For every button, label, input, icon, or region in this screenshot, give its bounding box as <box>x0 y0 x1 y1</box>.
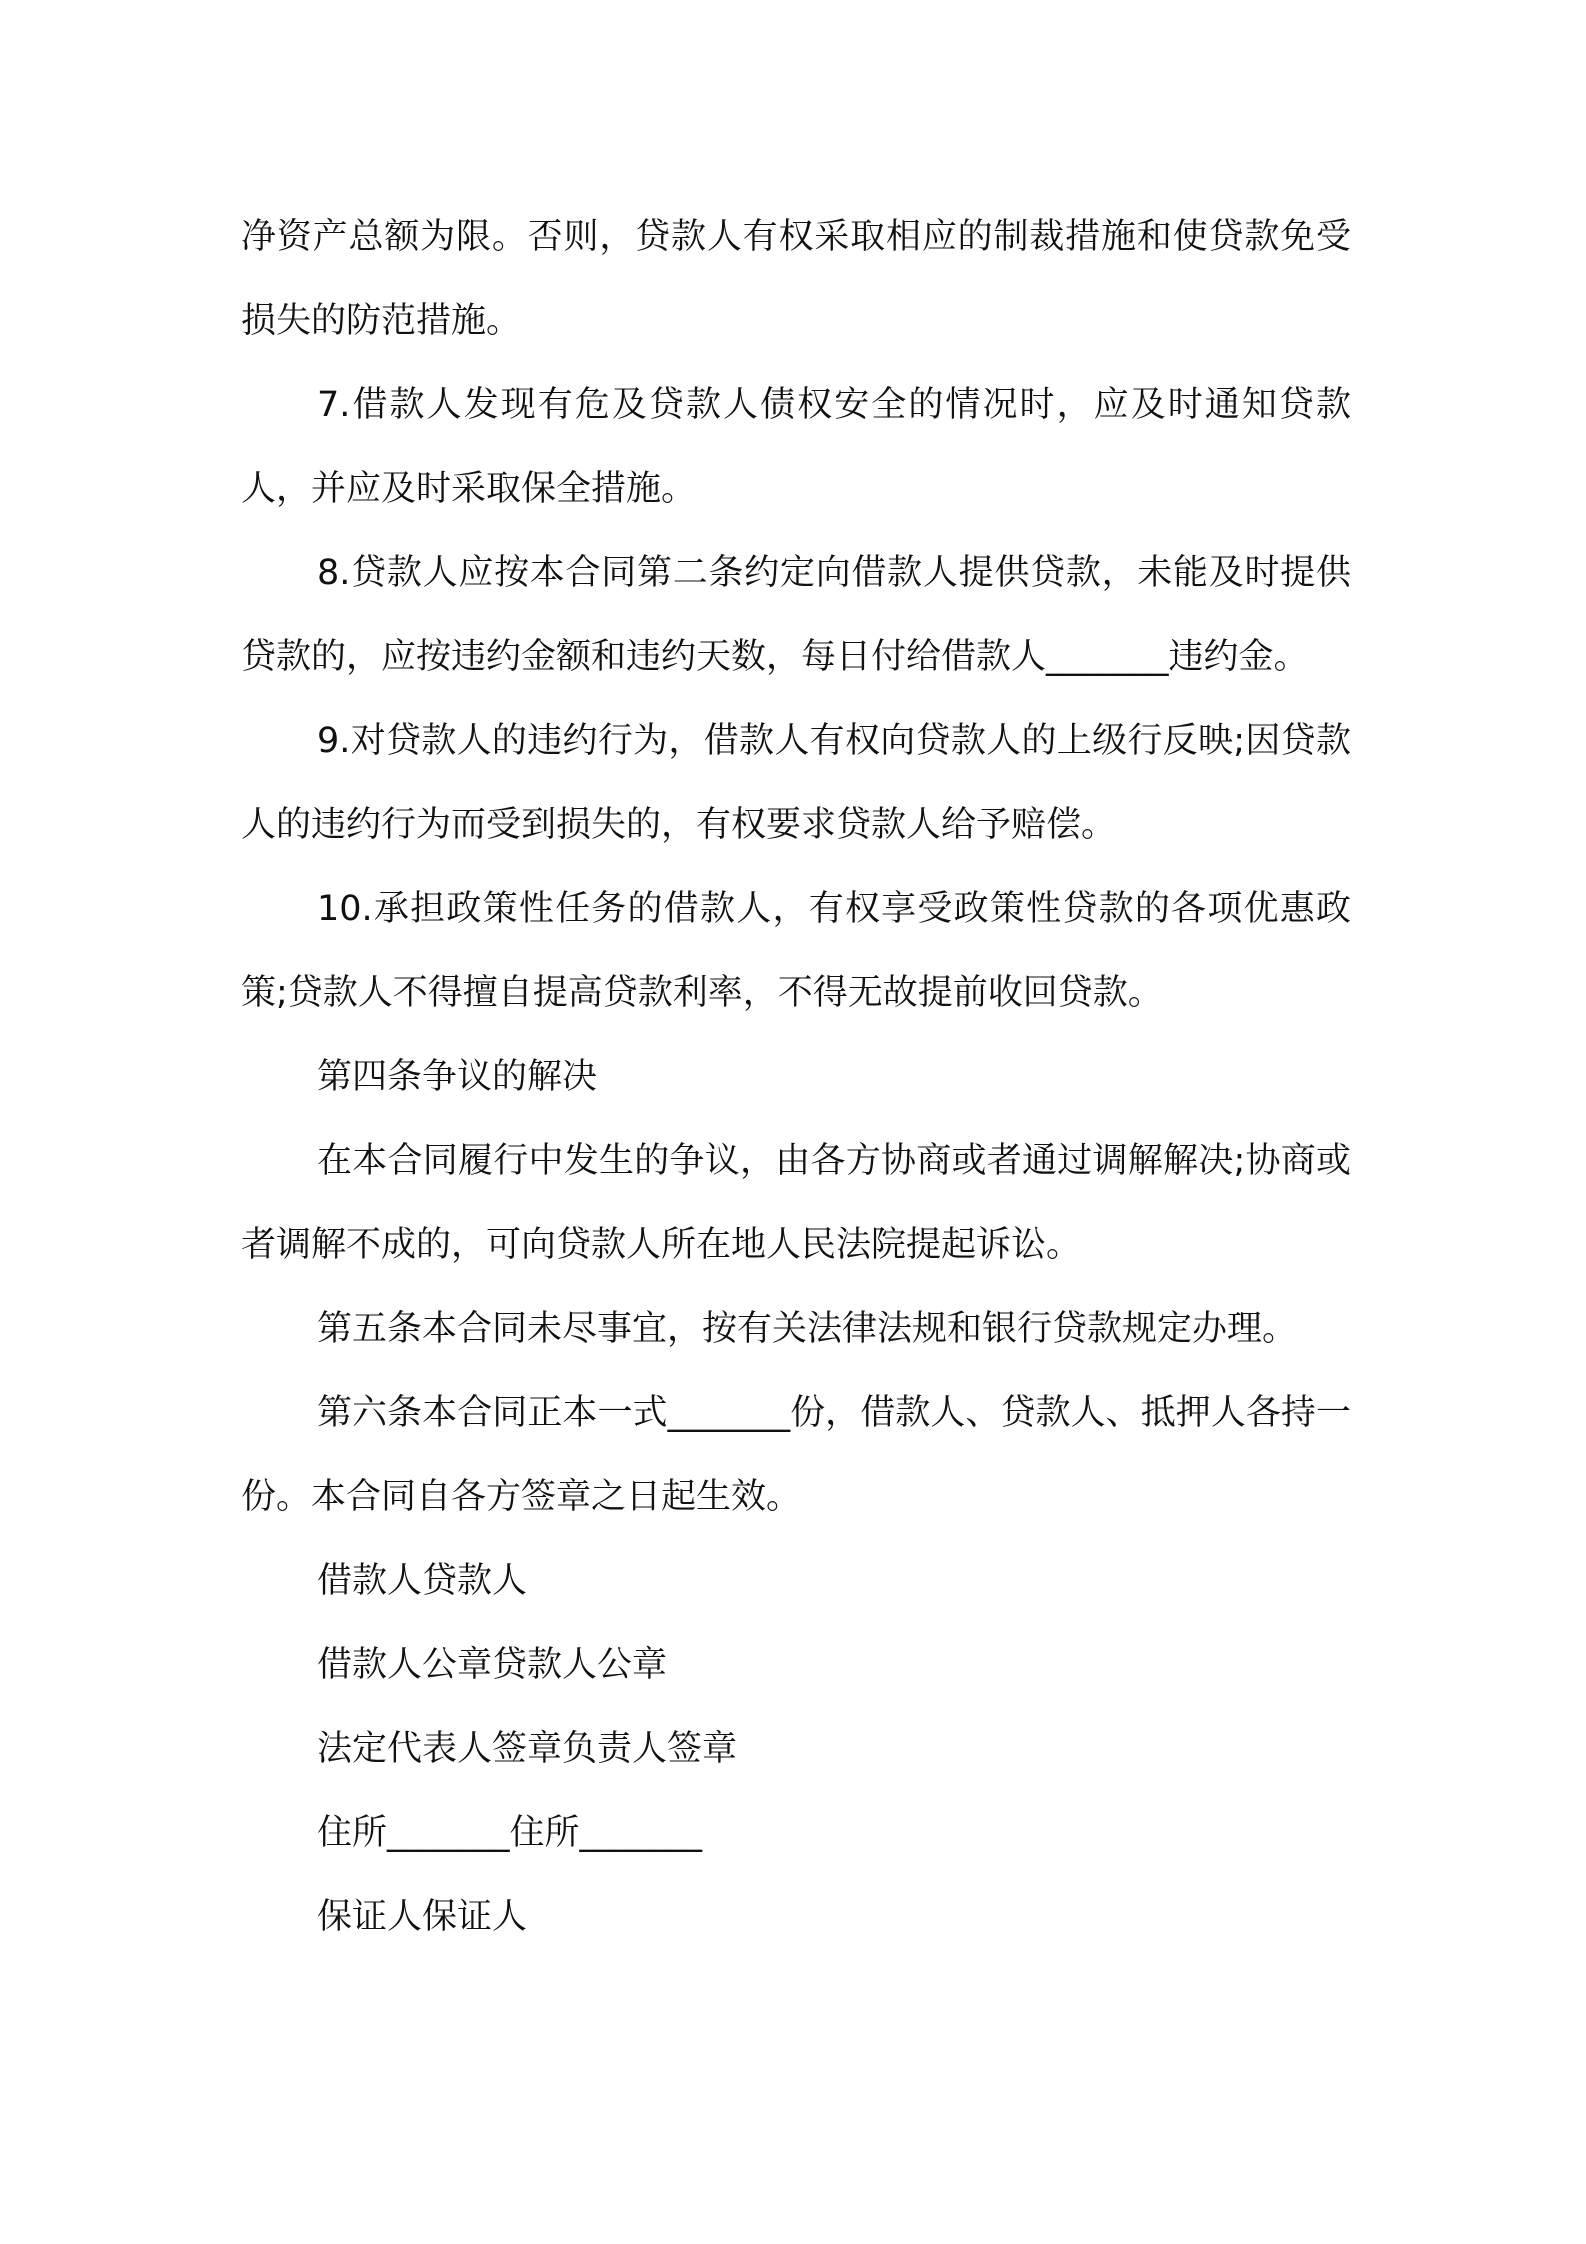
signature-seal-line: 借款人公章贷款人公章 <box>317 1645 668 1685</box>
paragraph-article-6: 第六条本合同正本一式_______份，借款人、贷款人、抵押人各持一份。本合同自各方签章之日起生效。 <box>241 1393 1351 1517</box>
paragraph-dispute-resolution: 在本合同履行中发生的争议，由各方协商或者通过调解解决;协商或者调解不成的，可向贷款人所在地人民法院提起诉讼。 <box>241 1141 1351 1265</box>
paragraph-item-8: 8.贷款人应按本合同第二条约定向借款人提供贷款，未能及时提供贷款的，应按违约金额和违约天数，每日付给借款人_______违约金。 <box>241 553 1351 677</box>
paragraph-item-9: 9.对贷款人的违约行为，借款人有权向贷款人的上级行反映;因贷款人的违约行为而受到损失的，有权要求贷款人给予赔偿。 <box>241 721 1351 845</box>
signature-representative-line: 法定代表人签章负责人签章 <box>317 1729 738 1769</box>
paragraph-item-10: 10.承担政策性任务的借款人，有权享受政策性贷款的各项优惠政策;贷款人不得擅自提高贷款利率，不得无故提前收回贷款。 <box>241 889 1351 1013</box>
section-heading-article-4: 第四条争议的解决 <box>317 1057 598 1097</box>
signature-guarantor-line: 保证人保证人 <box>317 1897 528 1937</box>
paragraph-continuation: 净资产总额为限。否则，贷款人有权采取相应的制裁措施和使贷款免受损失的防范措施。 <box>241 217 1351 341</box>
signature-address-line: 住所_______住所_______ <box>317 1813 703 1853</box>
paragraph-item-7: 7.借款人发现有危及贷款人债权安全的情况时，应及时通知贷款人，并应及时采取保全措施。 <box>241 385 1351 509</box>
signature-parties-line: 借款人贷款人 <box>317 1561 528 1601</box>
paragraph-article-5: 第五条本合同未尽事宜，按有关法律法规和银行贷款规定办理。 <box>317 1309 1298 1349</box>
document-page <box>241 195 1351 1959</box>
